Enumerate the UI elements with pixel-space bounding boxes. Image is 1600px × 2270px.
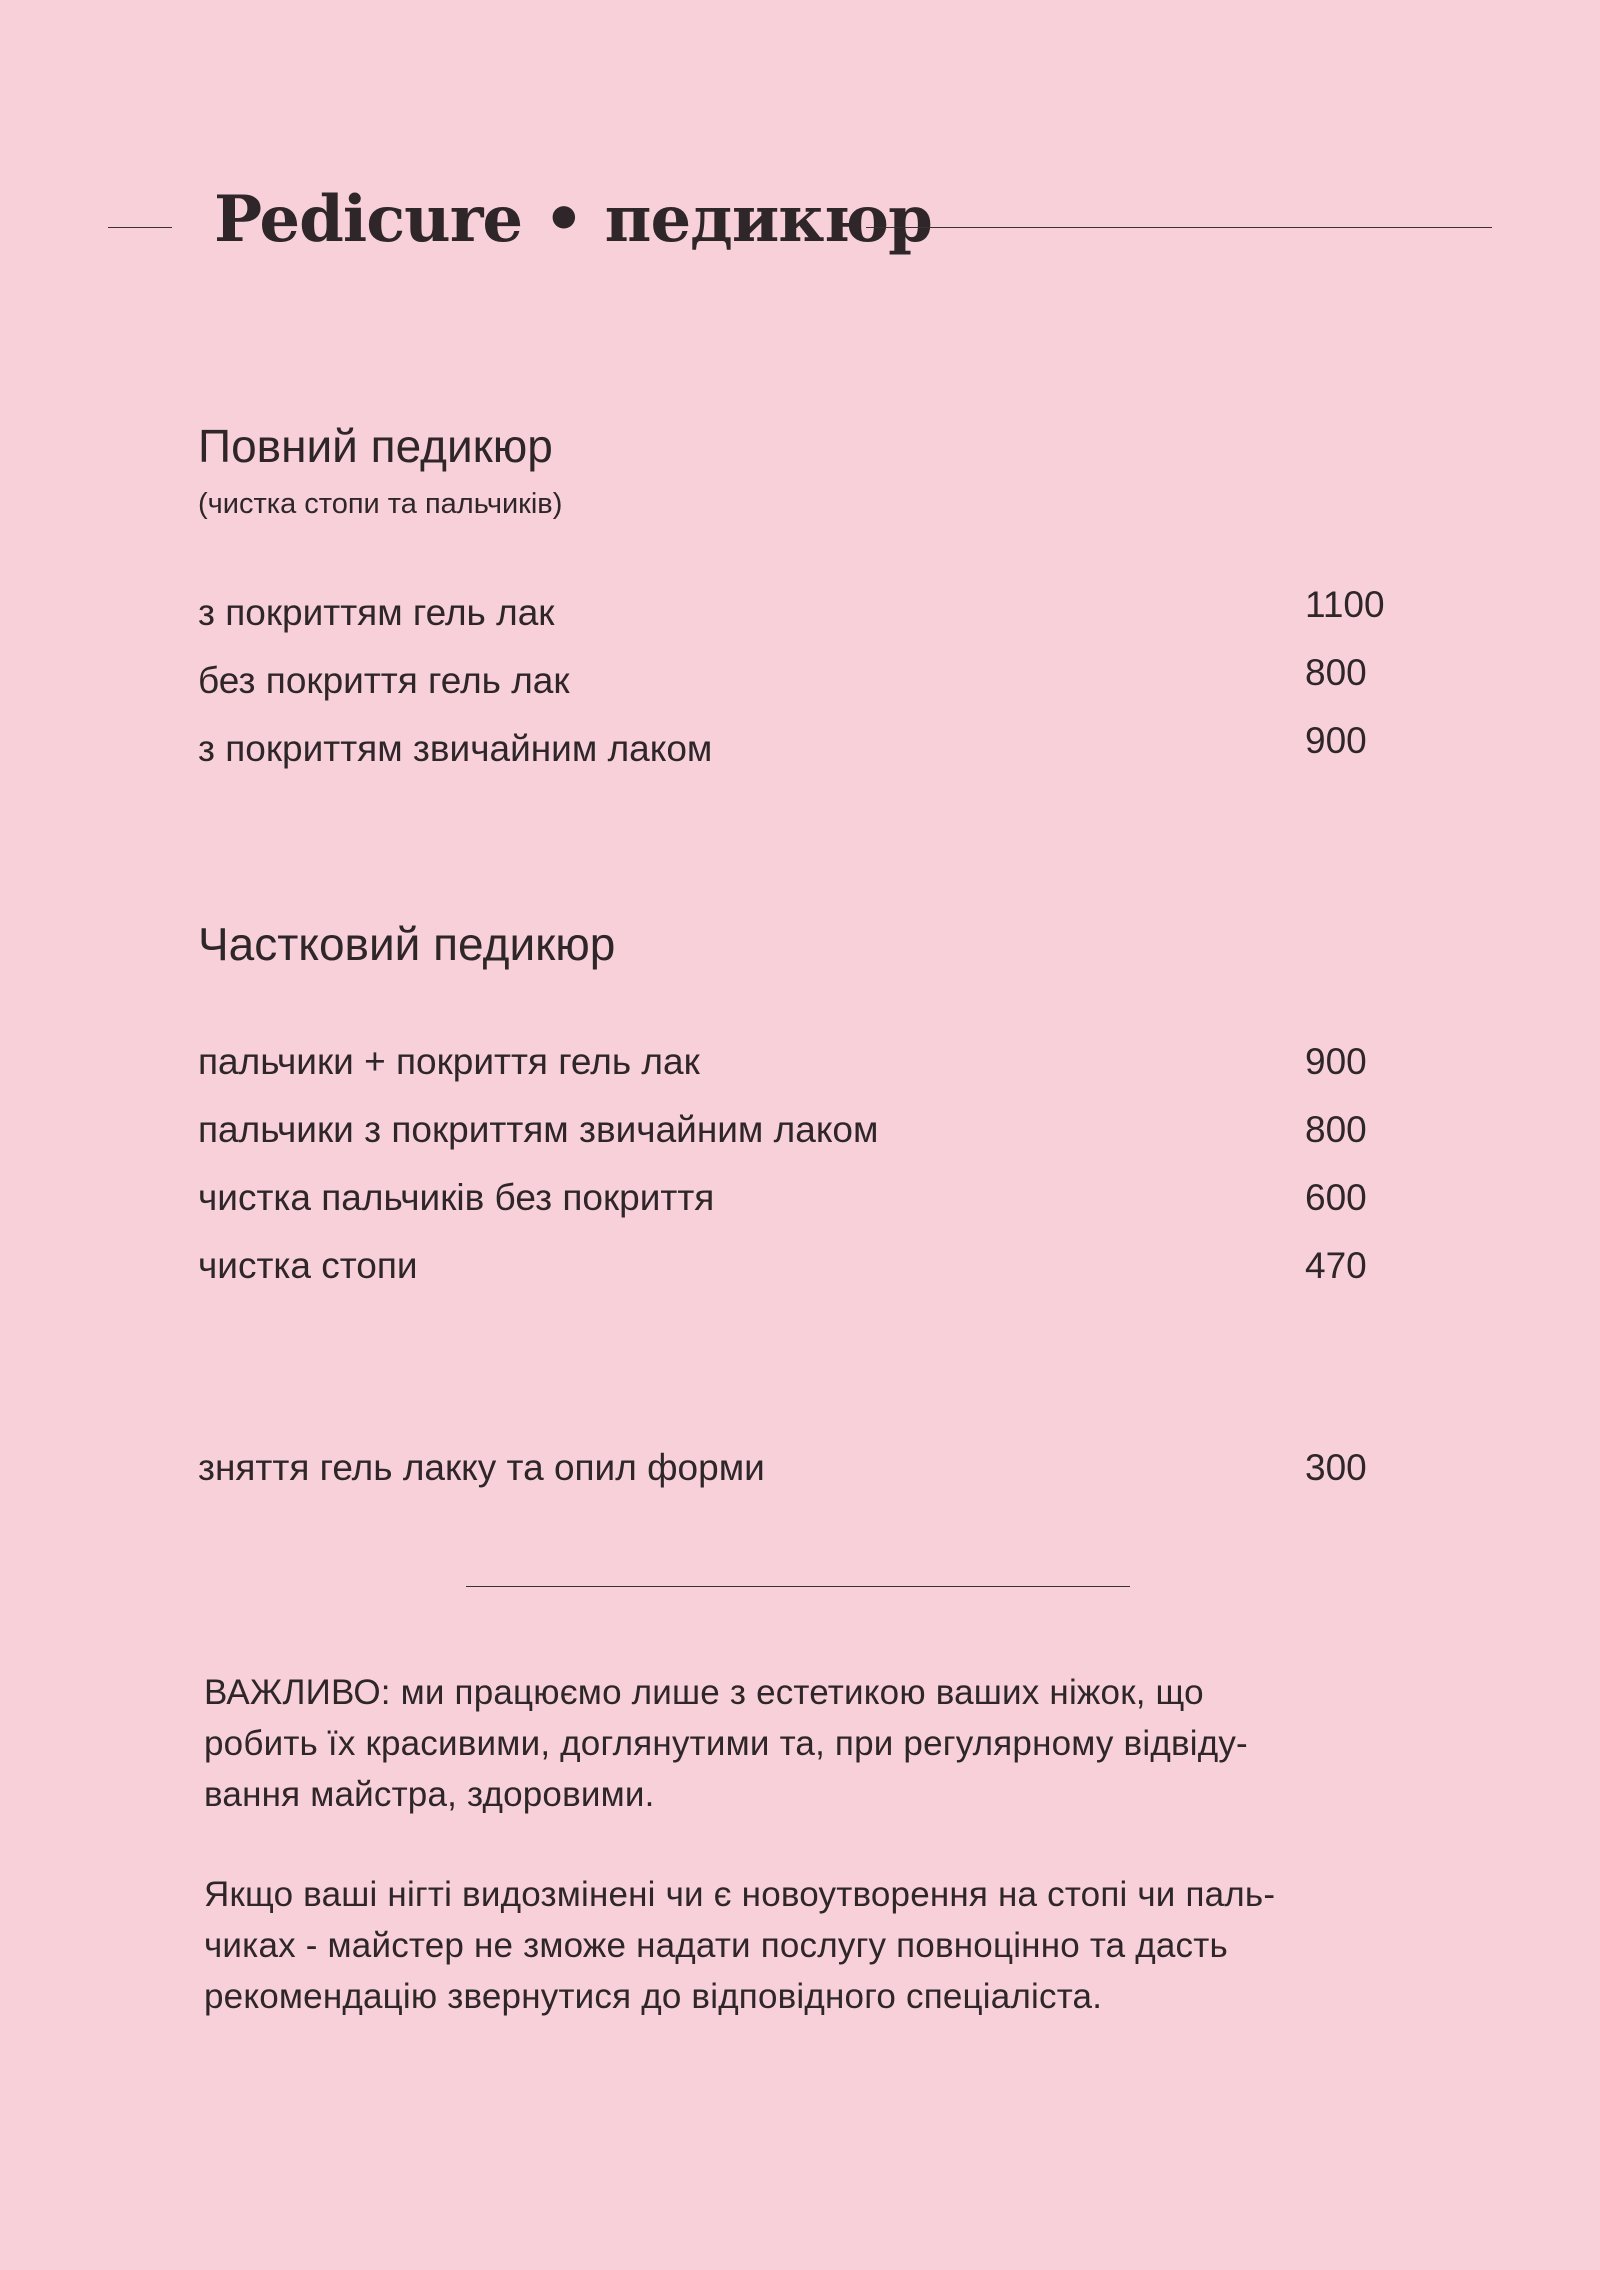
price-row	[198, 1449, 1378, 1517]
section-divider	[466, 1586, 1130, 1587]
service-name: чистка стопи	[198, 1245, 418, 1286]
service-price: 900	[1305, 1041, 1367, 1082]
title-rule-right	[866, 227, 1492, 228]
service-price: 1100	[1305, 584, 1385, 625]
service-name: чистка пальчиків без покриття	[198, 1177, 715, 1218]
partial-pedicure-price-list	[198, 1043, 1378, 1315]
warning-note	[204, 1869, 1434, 2022]
service-price: 300	[1305, 1447, 1367, 1488]
important-note	[204, 1667, 1434, 1820]
note-line: чиках - майстер не зможе надати послугу повноцінно та дасть	[204, 1926, 1228, 1965]
service-price: 800	[1305, 652, 1367, 693]
full-pedicure-heading: Повний педикюр	[198, 420, 553, 472]
price-row	[198, 1111, 1378, 1179]
full-pedicure-price-list	[198, 584, 1385, 798]
note-line: робить їх красивими, доглянутими та, при регулярному відвіду-	[204, 1724, 1248, 1763]
service-name: пальчики + покриття гель лак	[198, 1041, 700, 1082]
partial-pedicure-heading: Частковий педикюр	[198, 918, 616, 970]
note-line: ВАЖЛИВО: ми працюємо лише з естетикою ваших ніжок, що	[204, 1673, 1204, 1712]
service-name: зняття гель лакку та опил форми	[198, 1447, 765, 1488]
extra-service-price-list	[198, 1449, 1378, 1517]
service-name: з покриттям гель лак	[198, 592, 555, 633]
price-row	[198, 1043, 1378, 1111]
service-price: 470	[1305, 1245, 1367, 1286]
price-row	[198, 652, 1378, 730]
service-price: 600	[1305, 1177, 1367, 1218]
price-row	[198, 720, 1378, 798]
title-rule-left	[108, 227, 172, 228]
service-name: з покриттям звичайним лаком	[198, 728, 713, 769]
note-line: вання майстра, здоровими.	[204, 1775, 655, 1814]
service-name: без покриття гель лак	[198, 660, 570, 701]
service-name: пальчики з покриттям звичайним лаком	[198, 1109, 879, 1150]
note-line: Якщо ваші нігті видозмінені чи є новоутворення на стопі чи паль-	[204, 1875, 1276, 1914]
price-row	[198, 584, 1385, 662]
service-price: 900	[1305, 720, 1367, 761]
price-row	[198, 1247, 1378, 1315]
page-title: Pedicure • педикюр	[214, 182, 932, 257]
service-price: 800	[1305, 1109, 1367, 1150]
price-row	[198, 1179, 1378, 1247]
full-pedicure-subheading: (чистка стопи та пальчиків)	[198, 488, 563, 520]
note-line: рекомендацію звернутися до відповідного спеціаліста.	[204, 1977, 1103, 2016]
